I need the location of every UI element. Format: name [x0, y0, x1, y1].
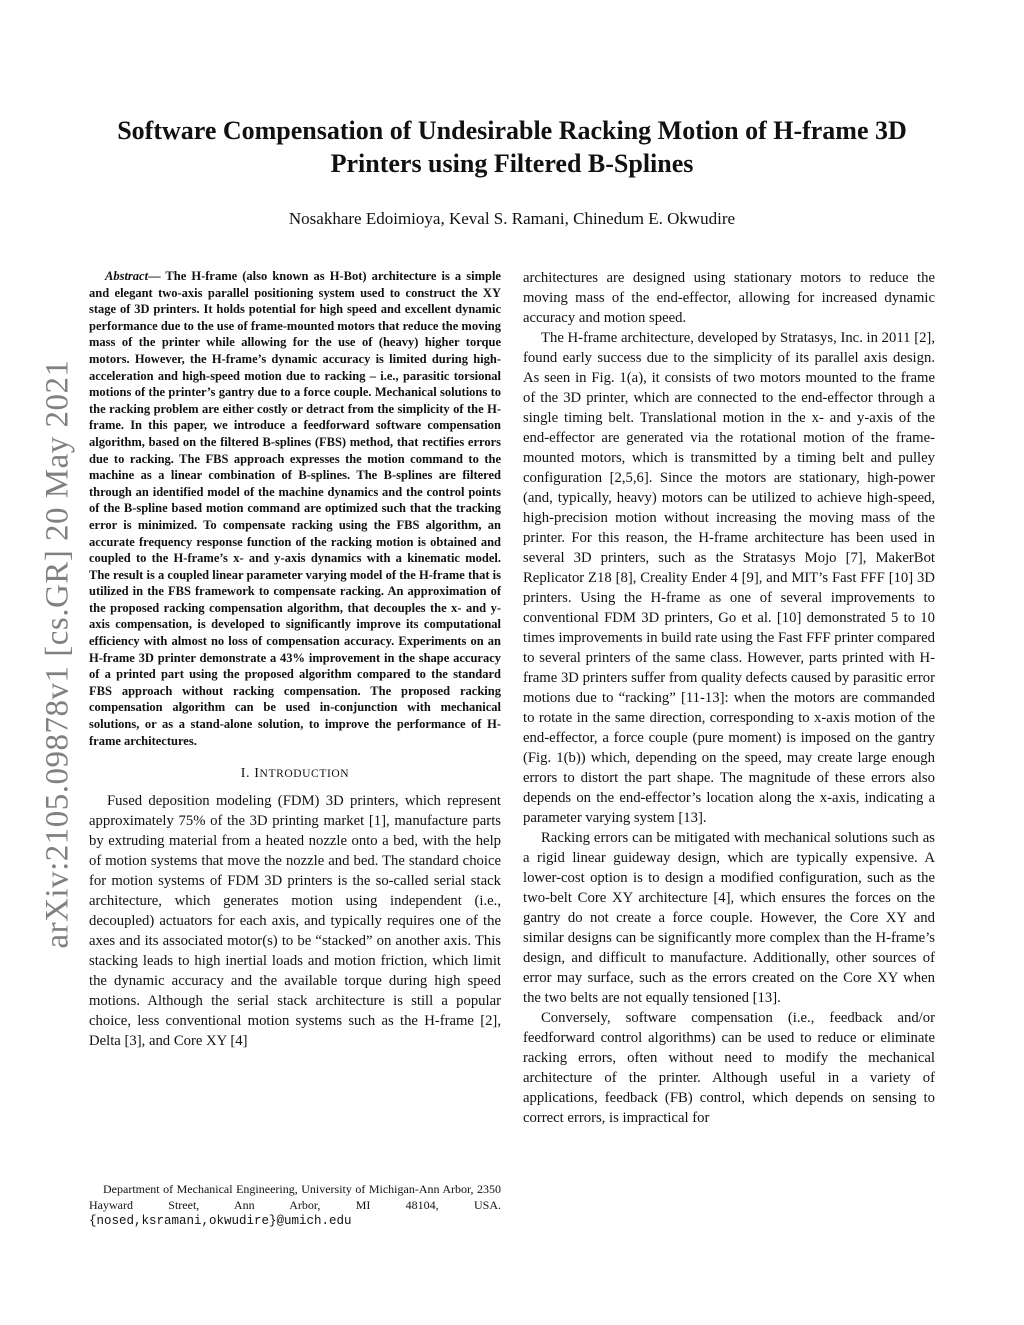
- right-column: [523, 268, 935, 1128]
- title-line-2: Printers using Filtered B-Splines: [330, 149, 694, 178]
- section-heading-introduction: [89, 765, 501, 783]
- affiliation-text: Department of Mechanical Engineering, University of Michigan-Ann Arbor, 2350 Hayward Street, Ann Arbor, MI 48104, USA.: [89, 1182, 501, 1212]
- abstract-text: — The H-frame (also known as H-Bot) architecture is a simple and elegant two-axis parallel positioning system used to construct the XY stage of 3D printers. It holds potential for high speed and excellent dynamic performance due to the use of frame-mounted motors that reduce the moving mass of the printer while allowing for the use of (heavy) higher torque motors. However, the H-frame’s dynamic accuracy is limited during high-acceleration and high-speed motion due to racking – i.e., parasitic torsional motions of the printer’s gantry due to a force couple. Mechanical solutions to the racking problem are either costly or detract from the simplicity of the H-frame. In this paper, we introduce a feedforward software compensation algorithm, based on the filtered B-splines (FBS) method, that rectifies errors due to racking. The FBS approach expresses the motion command to the machine as a linear combination of B-splines. The B-splines are filtered through an identified model of the machine dynamics and the control points of the B-spline based motion command are optimized such that the tracking error is minimized. To compensate racking using the FBS algorithm, an accurate frequency response function of the racking motion is obtained and coupled to the H-frame’s x- and y-axis dynamics with a kinematic model. The result is a coupled linear parameter varying model of the H-frame that is utilized in the FBS framework to compensate racking. An approximation of the proposed racking compensation algorithm, that decouples the x- and y-axis compensation, is developed to significantly improve its computational efficiency with almost no loss of compensation accuracy. Experiments on an H-frame 3D printer demonstrate a 43% improvement in the shape accuracy of a printed part using the proposed algorithm compared to the standard FBS approach without racking compensation. The proposed racking compensation algorithm can be used in-conjunction with mechanical solutions, or as a stand-alone solution, to improve the performance of H-frame architectures.: [89, 269, 501, 748]
- abstract: [89, 268, 501, 749]
- author-emails: {nosed,ksramani,okwudire}@umich.edu: [89, 1214, 352, 1228]
- section-title-initial: I: [254, 766, 260, 782]
- affiliation-footnote: [89, 1182, 501, 1230]
- section-number: I.: [240, 766, 251, 782]
- body-paragraph-continued: architectures are designed using stationary motors to reduce the moving mass of the end-effector, allowing for increased dynamic accuracy and motion speed.: [523, 270, 935, 326]
- author-list: Nosakhare Edoimioya, Keval S. Ramani, Chinedum E. Okwudire: [288, 209, 736, 228]
- left-column: [89, 268, 501, 1051]
- arxiv-identifier-text: arXiv:2105.09878v1 [cs.GR] 20 May 2021: [39, 359, 76, 949]
- title-line-1: Software Compensation of Undesirable Racking Motion of H-frame 3D: [117, 116, 907, 145]
- body-paragraph-h-frame: The H-frame architecture, developed by Stratasys, Inc. in 2011 [2], found early success due to the simplicity of its parallel axis design. As seen in Fig. 1(a), it consists of two motors mounted to the frame of the 3D printer, which are connected to the end-effector through a single timing belt. Translational motion in the x- and y-axis of the end-effector are generated via the rotational motion of the frame-mounted motors, which is transmitted by a timing belt and pulley configuration [2,5,6]. Since the motors are stationary, high-power (and, typically, heavy) motors can be utilized to achieve high-speed, high-precision motion without increasing the moving mass of the printer. For this reason, the H-frame architecture has been used in several 3D printers, such as the Stratasys Mojo [7], MakerBot Replicator Z18 [8], Creality Ender 4 [9], and MIT’s Fast FFF [10] 3D printers. Using the H-frame as one of several improvements to conventional FDM 3D printers, Go et al. [10] demonstrated 5 to 10 times improvements in build rate using the Fast FFF printer compared to several printers of the same class. However, parts printed with H-frame 3D printers suffer from quality defects caused by parasitic error motions due to “racking” [11-13]: when the motors are commanded to rotate in the same direction, corresponding to x-axis motion of the end-effector, a force couple (pure moment) is imposed on the gantry (Fig. 1(b)) which, depending on the speed, may create large enough errors to distort the part shape. The magnitude of these errors also depends on the end-effector’s location along the x-axis, indicating a parameter varying system [13].: [523, 330, 936, 826]
- body-paragraph-racking-mitigation: Racking errors can be mitigated with mechanical solutions such as a rigid linear guideway design, which are typically expensive. A lower-cost option is to design a modified configuration, such as the two-belt Core XY architecture [4], which ensures the forces on the gantry do not create a force couple. However, the Core XY and similar designs can be significantly more complex than the H-frame’s design, and difficult to manufacture. Additionally, other sources of error may surface, such as the errors created on the Core XY when the two belts are not equally tensioned [13].: [523, 830, 935, 1006]
- abstract-label: Abstract: [105, 269, 149, 283]
- introduction-paragraph-1: Fused deposition modeling (FDM) 3D printers, which represent approximately 75% of the 3D printing market [1], manufacture parts by extruding material from a heated nozzle onto a bed, with the help of motion systems that move the nozzle and bed. The standard choice for motion systems of FDM 3D printers is the so-called serial stack architecture, which generates motion using independent (i.e., decoupled) actuators for each axis, and typically requires one of the axes and its associated motor(s) to be “stacked” on another axis. This stacking leads to high inertial loads and motion friction, which limit the dynamic accuracy and the available torque during high speed motions. Although the serial stack architecture is still a popular choice, less conventional motion systems such as the H-frame [2], Delta [3], and Core XY [4]: [89, 793, 501, 1050]
- paper-title: [60, 114, 964, 180]
- body-paragraph-software-compensation: Conversely, software compensation (i.e., feedback and/or feedforward control algorithms) can be used to reduce or eliminate racking errors, often without need to modify the mechanical architecture of the printer. Although useful in a variety of applications, feedback (FB) control, which depends on sensing to correct errors, is impractical for: [523, 1010, 935, 1126]
- section-title-rest: NTRODUCTION: [259, 768, 350, 781]
